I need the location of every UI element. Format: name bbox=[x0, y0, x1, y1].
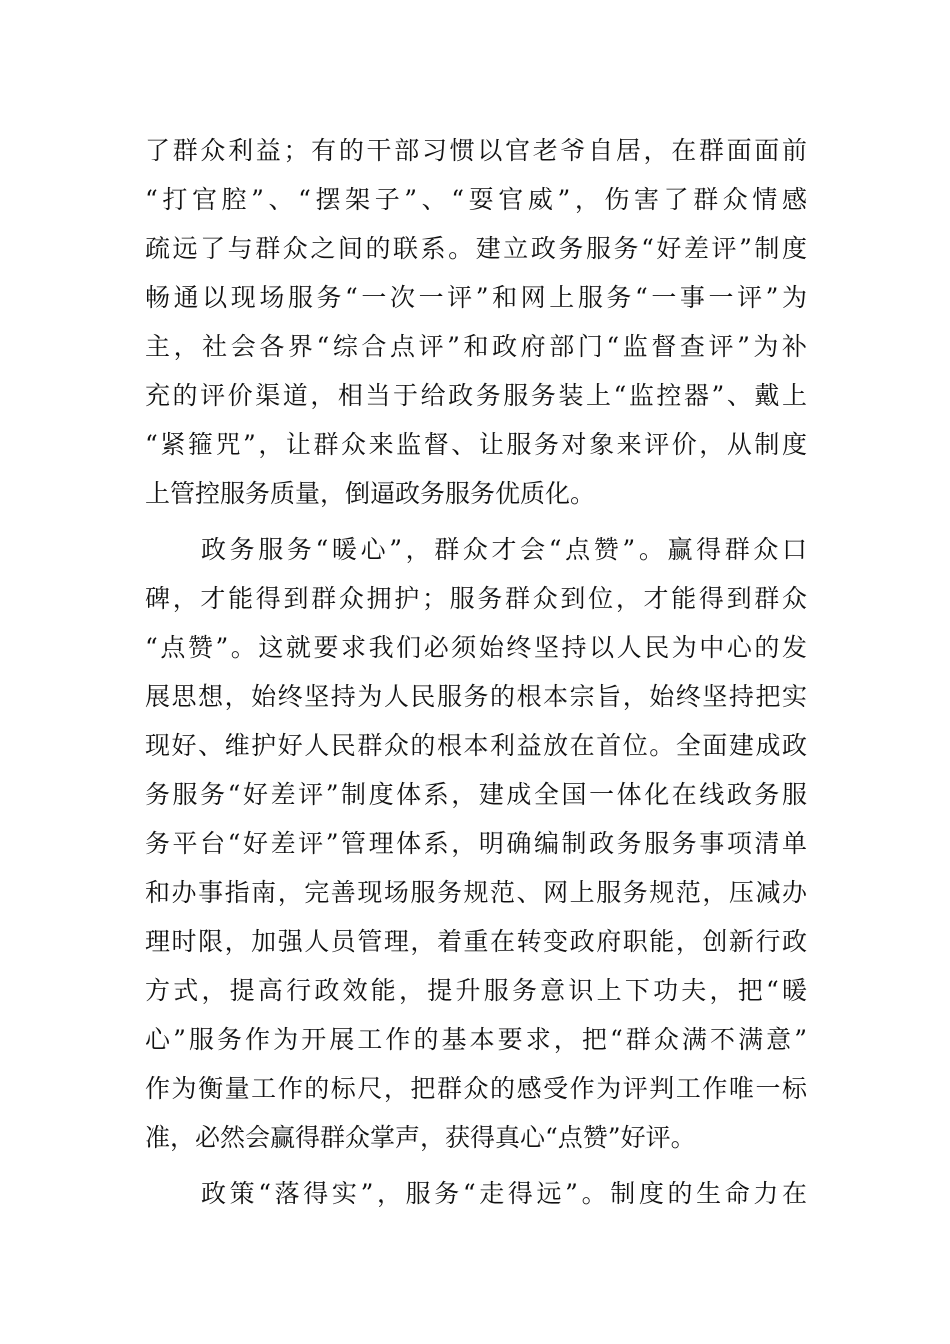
text-line: 准，必然会赢得群众掌声，获得真心“点赞”好评。 bbox=[145, 1123, 696, 1152]
text-line: 充的评价渠道，相当于给政务服务装上“监控器”、戴上 bbox=[145, 381, 807, 410]
text-line: 了群众利益；有的干部习惯以官老爷自居，在群面面前 bbox=[145, 136, 807, 165]
text-line: 和办事指南，完善现场服务规范、网上服务规范，压减办 bbox=[145, 878, 807, 907]
text-line: 现好、维护好人民群众的根本利益放在首位。全面建成政 bbox=[145, 731, 807, 760]
paragraph-first-line: 政务服务“暖心”，群众才会“点赞”。赢得群众口 bbox=[201, 535, 807, 564]
text-line: 心”服务作为开展工作的基本要求，把“群众满不满意” bbox=[145, 1025, 807, 1054]
text-line: 务服务“好差评”制度体系，建成全国一体化在线政务服 bbox=[145, 780, 807, 809]
text-line: “点赞”。这就要求我们必须始终坚持以人民为中心的发 bbox=[145, 633, 807, 662]
text-line: 务平台“好差评”管理体系，明确编制政务服务事项清单 bbox=[145, 829, 807, 858]
text-line: 畅通以现场服务“一次一评”和网上服务“一事一评”为 bbox=[145, 283, 807, 312]
text-line: 理时限，加强人员管理，着重在转变政府职能，创新行政 bbox=[145, 927, 807, 956]
paragraph-first-line: 政策“落得实”，服务“走得远”。制度的生命力在 bbox=[201, 1179, 807, 1208]
text-line: 主，社会各界“综合点评”和政府部门“监督查评”为补 bbox=[145, 332, 807, 361]
text-line: “紧箍咒”，让群众来监督、让服务对象来评价，从制度 bbox=[145, 430, 807, 459]
text-line: 展思想，始终坚持为人民服务的根本宗旨，始终坚持把实 bbox=[145, 682, 807, 711]
text-line: “打官腔”、“摆架子”、“耍官威”，伤害了群众情感 bbox=[145, 185, 807, 214]
text-line: 碑，才能得到群众拥护；服务群众到位，才能得到群众 bbox=[145, 584, 807, 613]
text-line: 作为衡量工作的标尺，把群众的感受作为评判工作唯一标 bbox=[145, 1074, 807, 1103]
text-line: 方式，提高行政效能，提升服务意识上下功夫，把“暖 bbox=[145, 976, 807, 1005]
text-line: 上管控服务质量，倒逼政务服务优质化。 bbox=[145, 479, 596, 508]
text-line: 疏远了与群众之间的联系。建立政务服务“好差评”制度 bbox=[145, 234, 807, 263]
